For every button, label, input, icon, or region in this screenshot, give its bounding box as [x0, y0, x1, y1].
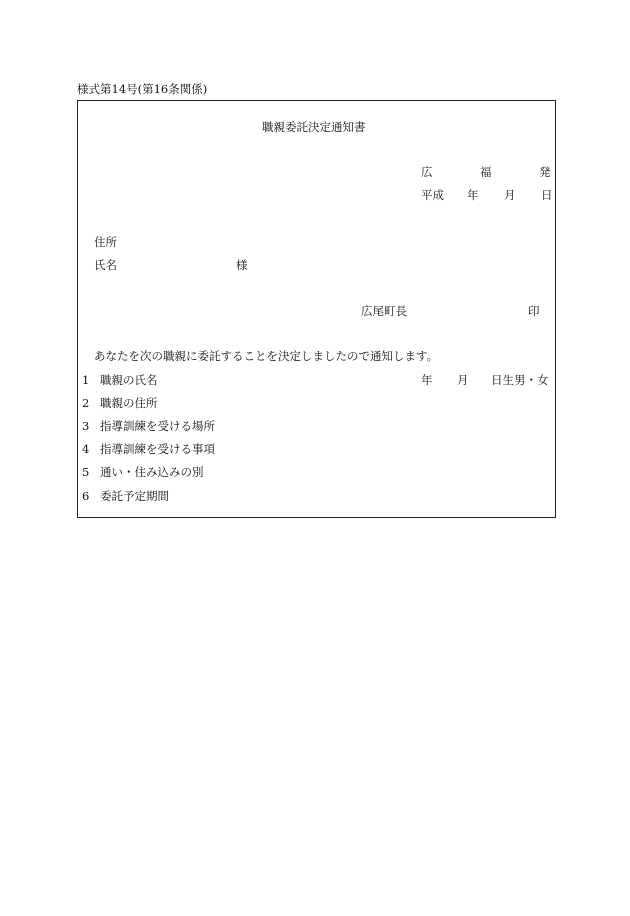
item-label: 指導訓練を受ける場所	[100, 419, 215, 433]
date-day: 日	[541, 188, 553, 202]
item-number: 2	[82, 396, 90, 410]
body-text: あなたを次の職親に委託することを決定しましたので通知します。	[94, 349, 439, 363]
document-title: 職親委託決定通知書	[262, 120, 366, 134]
issuer-char-1: 広	[421, 165, 433, 179]
issuer-char-2: 福	[480, 165, 492, 179]
date-year: 年	[467, 188, 479, 202]
issuer-char-3: 発	[539, 165, 551, 179]
item-label: 指導訓練を受ける事項	[100, 442, 215, 456]
sender-title: 広尾町長	[361, 304, 407, 318]
item-label: 職親の住所	[100, 396, 158, 410]
seal-mark: 印	[528, 304, 540, 318]
address-label: 住所	[94, 235, 117, 249]
item-label: 委託予定期間	[100, 489, 169, 503]
item-label: 職親の氏名	[100, 373, 158, 387]
form-number-label: 様式第14号(第16条関係)	[77, 82, 208, 96]
item-number: 5	[82, 465, 90, 479]
birth-day-gender: 日生男・女	[491, 373, 549, 387]
item-number: 3	[82, 419, 90, 433]
name-label: 氏名	[94, 258, 117, 272]
date-era: 平成	[421, 188, 444, 202]
birth-year: 年	[421, 373, 433, 387]
item-number: 1	[82, 373, 90, 387]
item-label: 通い・住み込みの別	[100, 465, 204, 479]
birth-month: 月	[457, 373, 469, 387]
item-number: 6	[82, 489, 90, 503]
honorific: 様	[236, 258, 248, 272]
date-month: 月	[504, 188, 516, 202]
item-number: 4	[82, 442, 90, 456]
